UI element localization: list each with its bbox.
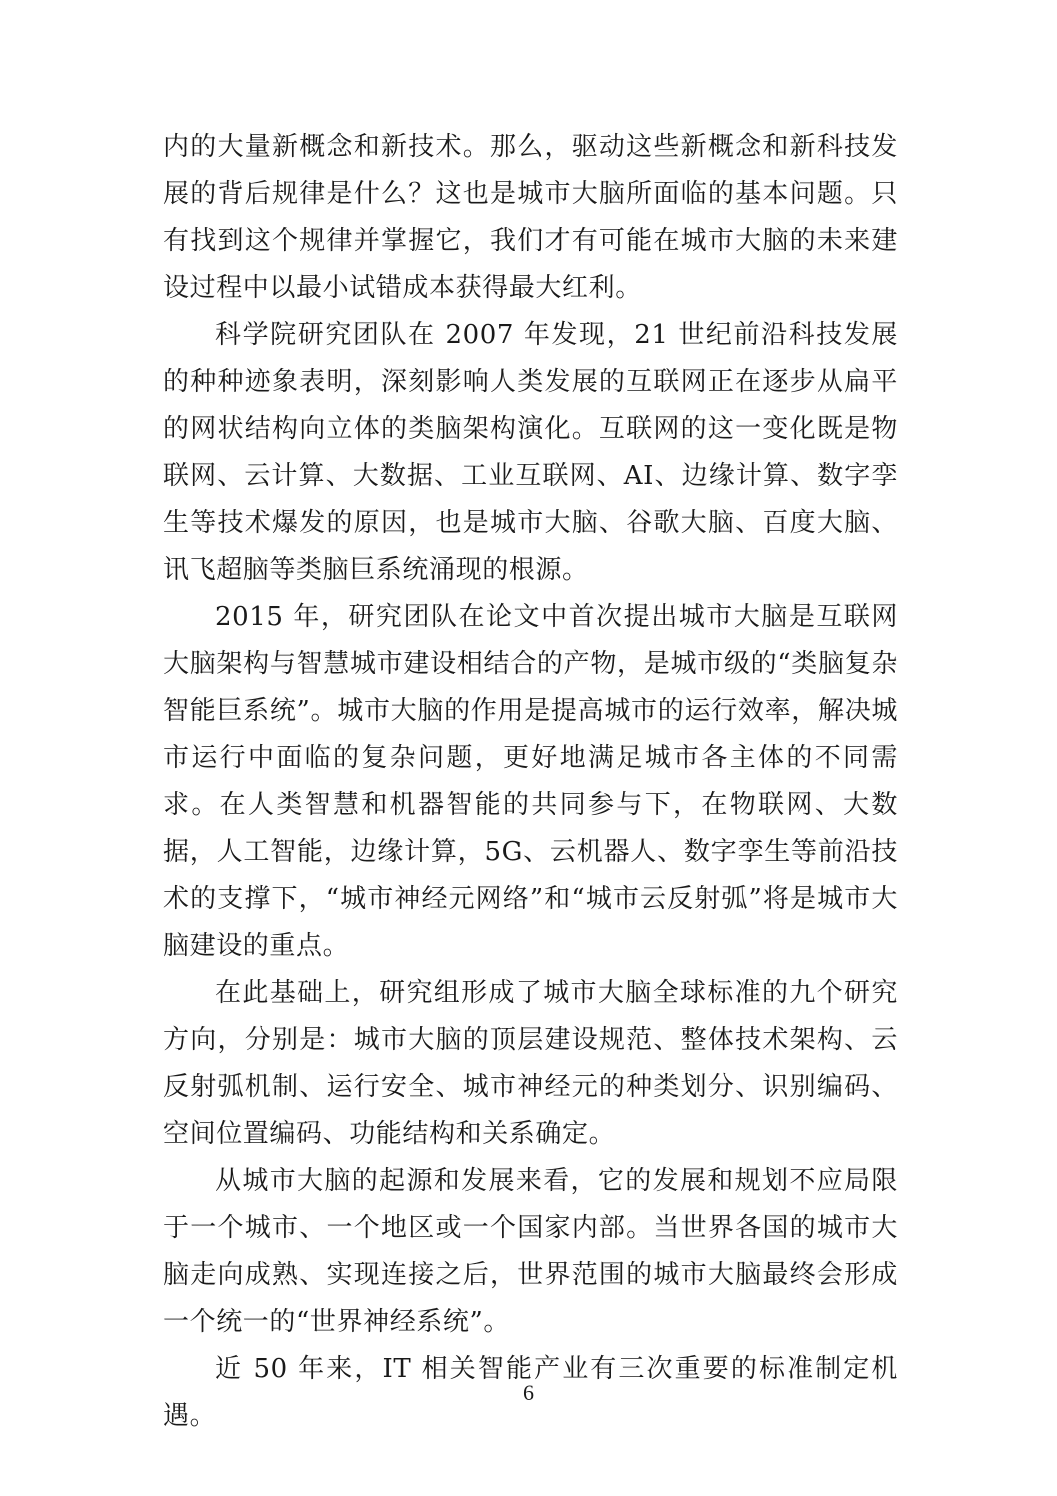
paragraph-nine-directions: 在此基础上，研究组形成了城市大脑全球标准的九个研究方向，分别是：城市大脑的顶层建设规范、整体技术架构、云反射弧机制、运行安全、城市神经元的种类划分、识别编码、空间位置编码、功能结构和关系确定。 [163, 978, 898, 1149]
paragraph-world-nervous-system: 从城市大脑的起源和发展来看，它的发展和规划不应局限于一个城市、一个地区或一个国家内部。当世界各国的城市大脑走向成熟、实现连接之后，世界范围的城市大脑最终会形成一个统一的“世界神经系统”。 [163, 1166, 898, 1337]
paragraph-research-2007: 科学院研究团队在 2007 年发现，21 世纪前沿科技发展的种种迹象表明，深刻影响人类发展的互联网正在逐步从扁平的网状结构向立体的类脑架构演化。互联网的这一变化既是物联网、云计算、大数据、工业互联网、AI、边缘计算、数字孪生等技术爆发的原因，也是城市大脑、谷歌大脑、百度大脑、讯飞超脑等类脑巨系统涌现的根源。 [163, 320, 898, 585]
page-number: 6 [523, 1380, 534, 1405]
paragraph-standards-opportunities: 近 50 年来，IT 相关智能产业有三次重要的标准制定机遇。 [163, 1354, 898, 1431]
paragraph-continuation: 内的大量新概念和新技术。那么，驱动这些新概念和新科技发展的背后规律是什么？这也是城市大脑所面临的基本问题。只有找到这个规律并掌握它，我们才有可能在城市大脑的未来建设过程中以最小试错成本获得最大红利。 [163, 132, 898, 303]
page-body [163, 124, 898, 1440]
paragraph-research-2015: 2015 年，研究团队在论文中首次提出城市大脑是互联网大脑架构与智慧城市建设相结合的产物，是城市级的“类脑复杂智能巨系统”。城市大脑的作用是提高城市的运行效率，解决城市运行中面临的复杂问题，更好地满足城市各主体的不同需求。在人类智慧和机器智能的共同参与下，在物联网、大数据，人工智能，边缘计算，5G、云机器人、数字孪生等前沿技术的支撑下，“城市神经元网络”和“城市云反射弧”将是城市大脑建设的重点。 [163, 602, 898, 961]
